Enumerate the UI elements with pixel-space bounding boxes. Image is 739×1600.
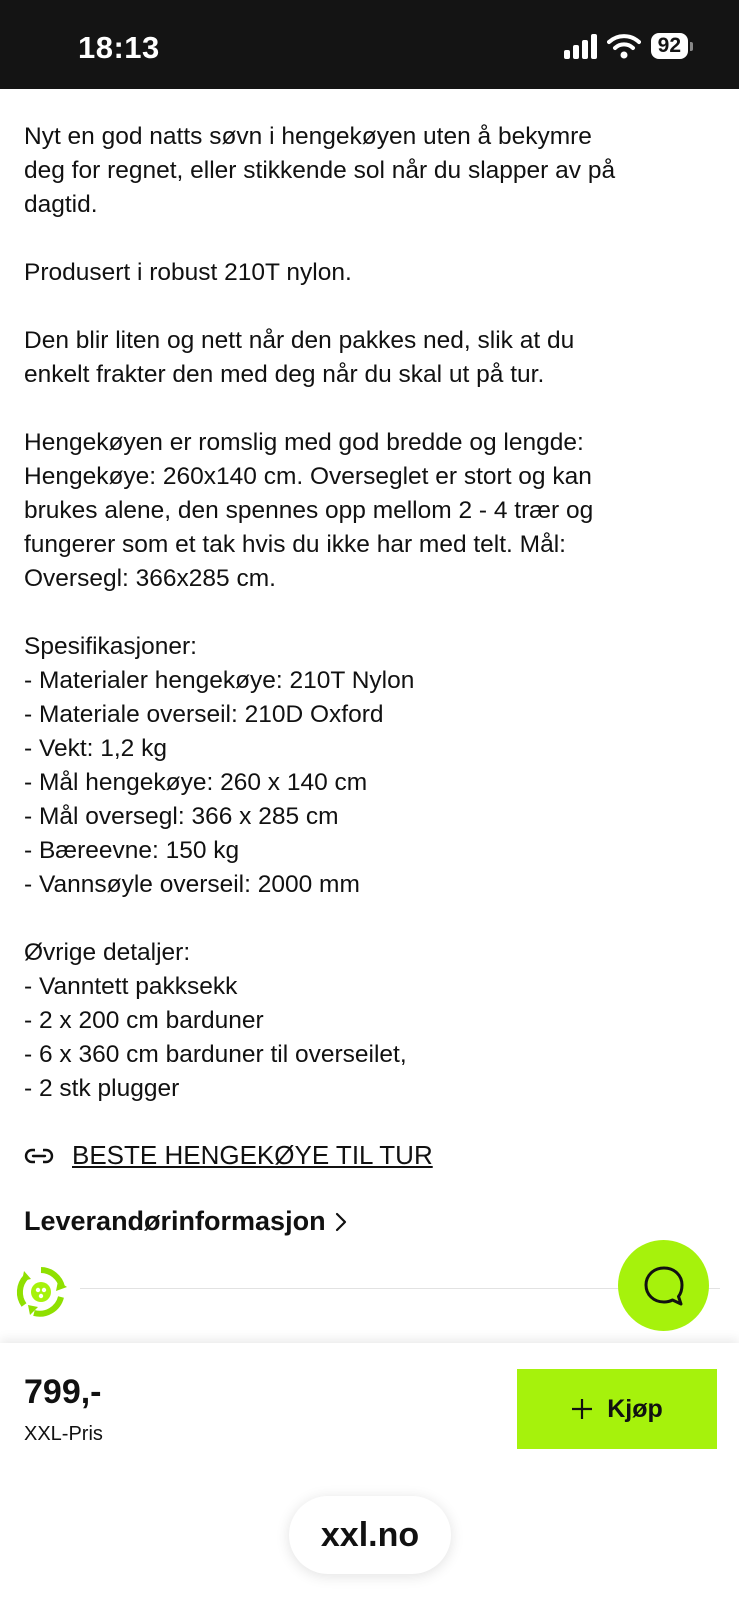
description-line: - Vannsøyle overseil: 2000 mm	[24, 871, 360, 898]
status-bar	[0, 0, 739, 89]
description-line: dagtid.	[24, 191, 98, 218]
product-description	[24, 120, 714, 1140]
chat-bubble-icon	[641, 1263, 687, 1309]
browser-url-bar[interactable]	[289, 1496, 451, 1574]
description-line: Produsert i robust 210T nylon.	[24, 259, 352, 286]
description-line: - Materialer hengekøye: 210T Nylon	[24, 667, 415, 694]
description-paragraph	[24, 426, 714, 596]
description-line: Nyt en god natts søvn i hengekøyen uten å bekymre	[24, 123, 592, 150]
description-line: - Vekt: 1,2 kg	[24, 735, 167, 762]
description-line: Spesifikasjoner:	[24, 633, 197, 660]
product-price: 799,-	[24, 1373, 102, 1411]
buy-button[interactable]	[517, 1369, 717, 1449]
supplier-info-link[interactable]	[24, 1206, 348, 1237]
description-line: Den blir liten og nett når den pakkes ned, slik at du	[24, 327, 575, 354]
description-line: Hengekøyen er romslig med god bredde og lengde:	[24, 429, 584, 456]
description-line: - Materiale overseil: 210D Oxford	[24, 701, 384, 728]
status-icons	[564, 33, 693, 59]
chevron-right-icon	[334, 1211, 348, 1233]
wifi-icon	[607, 33, 641, 59]
description-line: - 2 x 200 cm barduner	[24, 1007, 264, 1034]
status-time: 18:13	[78, 30, 160, 65]
link-icon	[24, 1147, 54, 1165]
description-line: Oversegl: 366x285 cm.	[24, 565, 276, 592]
description-line: enkelt frakter den med deg når du skal ut på tur.	[24, 361, 545, 388]
description-line: - Bæreevne: 150 kg	[24, 837, 240, 864]
buy-button-label: Kjøp	[607, 1394, 663, 1423]
battery-level: 92	[651, 33, 688, 59]
supplier-info-label: Leverandørinformasjon	[24, 1206, 326, 1236]
description-line: deg for regnet, eller stikkende sol når du slapper av på	[24, 157, 616, 184]
chat-button[interactable]	[618, 1240, 709, 1331]
price-label: XXL-Pris	[24, 1423, 103, 1445]
battery-icon	[651, 33, 693, 59]
cellular-signal-icon	[564, 33, 597, 59]
description-line: Hengekøye: 260x140 cm. Overseglet er stort og kan	[24, 463, 592, 490]
purchase-bar	[0, 1343, 739, 1600]
description-line: - 2 stk plugger	[24, 1075, 180, 1102]
description-line: - Mål oversegl: 366 x 285 cm	[24, 803, 339, 830]
description-paragraph	[24, 324, 714, 392]
description-line: - 6 x 360 cm barduner til overseilet,	[24, 1041, 407, 1068]
plus-icon	[571, 1398, 593, 1420]
description-line: brukes alene, den spennes opp mellom 2 - 4 trær og	[24, 497, 594, 524]
recycle-icon	[14, 1265, 68, 1319]
description-line: - Mål hengekøye: 260 x 140 cm	[24, 769, 368, 796]
description-paragraph	[24, 120, 714, 222]
description-line: - Vanntett pakksekk	[24, 973, 238, 1000]
description-paragraph	[24, 256, 714, 290]
description-line: fungerer som et tak hvis du ikke har med telt. Mål:	[24, 531, 566, 558]
description-line: Øvrige detaljer:	[24, 939, 191, 966]
description-paragraph	[24, 630, 714, 902]
article-link-label[interactable]: BESTE HENGEKØYE TIL TUR	[72, 1140, 433, 1170]
description-paragraph	[24, 936, 714, 1106]
article-link[interactable]	[24, 1140, 433, 1171]
url-text: xxl.no	[320, 1515, 420, 1554]
